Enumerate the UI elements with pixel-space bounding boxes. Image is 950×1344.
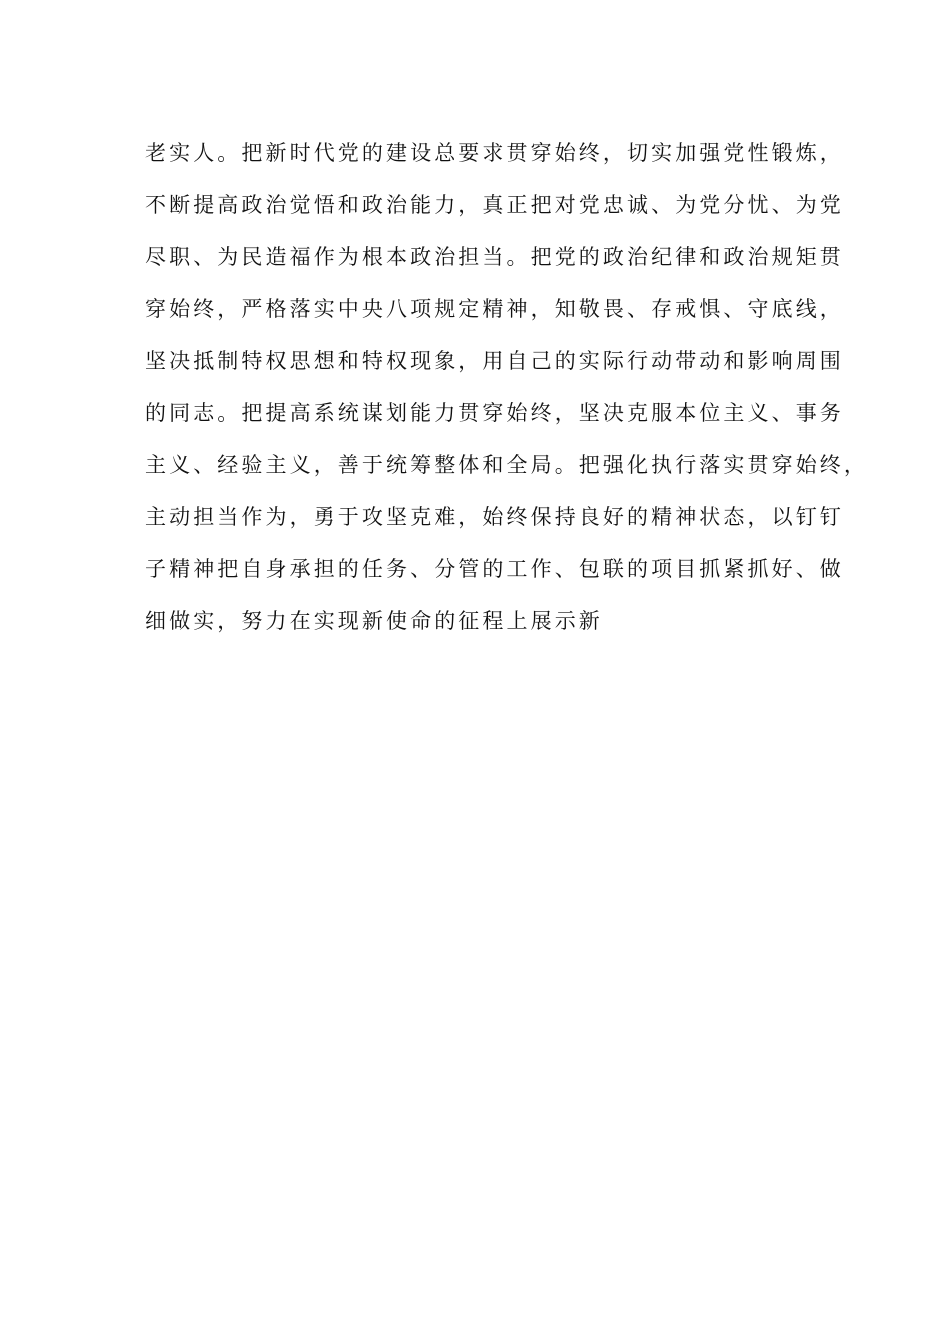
text-line-7: 主义、经验主义，善于统筹整体和全局。把强化执行落实贯穿始终， — [145, 453, 868, 477]
text-line-1: 老实人。把新时代党的建设总要求贯穿始终，切实加强党性锻炼， — [145, 141, 844, 165]
text-line-8: 主动担当作为，勇于攻坚克难，始终保持良好的精神状态，以钉钉 — [145, 505, 844, 529]
text-line-3: 尽职、为民造福作为根本政治担当。把党的政治纪律和政治规矩贯 — [145, 245, 844, 269]
text-line-5: 坚决抵制特权思想和特权现象，用自己的实际行动带动和影响周围 — [145, 349, 844, 373]
text-line-10: 细做实，努力在实现新使命的征程上展示新 — [145, 609, 603, 633]
text-line-2: 不断提高政治觉悟和政治能力，真正把对党忠诚、为党分忧、为党 — [145, 193, 844, 217]
text-line-9: 子精神把自身承担的任务、分管的工作、包联的项目抓紧抓好、做 — [145, 557, 844, 581]
text-line-4: 穿始终，严格落实中央八项规定精神，知敬畏、存戒惧、守底线， — [145, 297, 844, 321]
body-paragraph — [145, 132, 868, 652]
text-line-6: 的同志。把提高系统谋划能力贯穿始终，坚决克服本位主义、事务 — [145, 401, 844, 425]
